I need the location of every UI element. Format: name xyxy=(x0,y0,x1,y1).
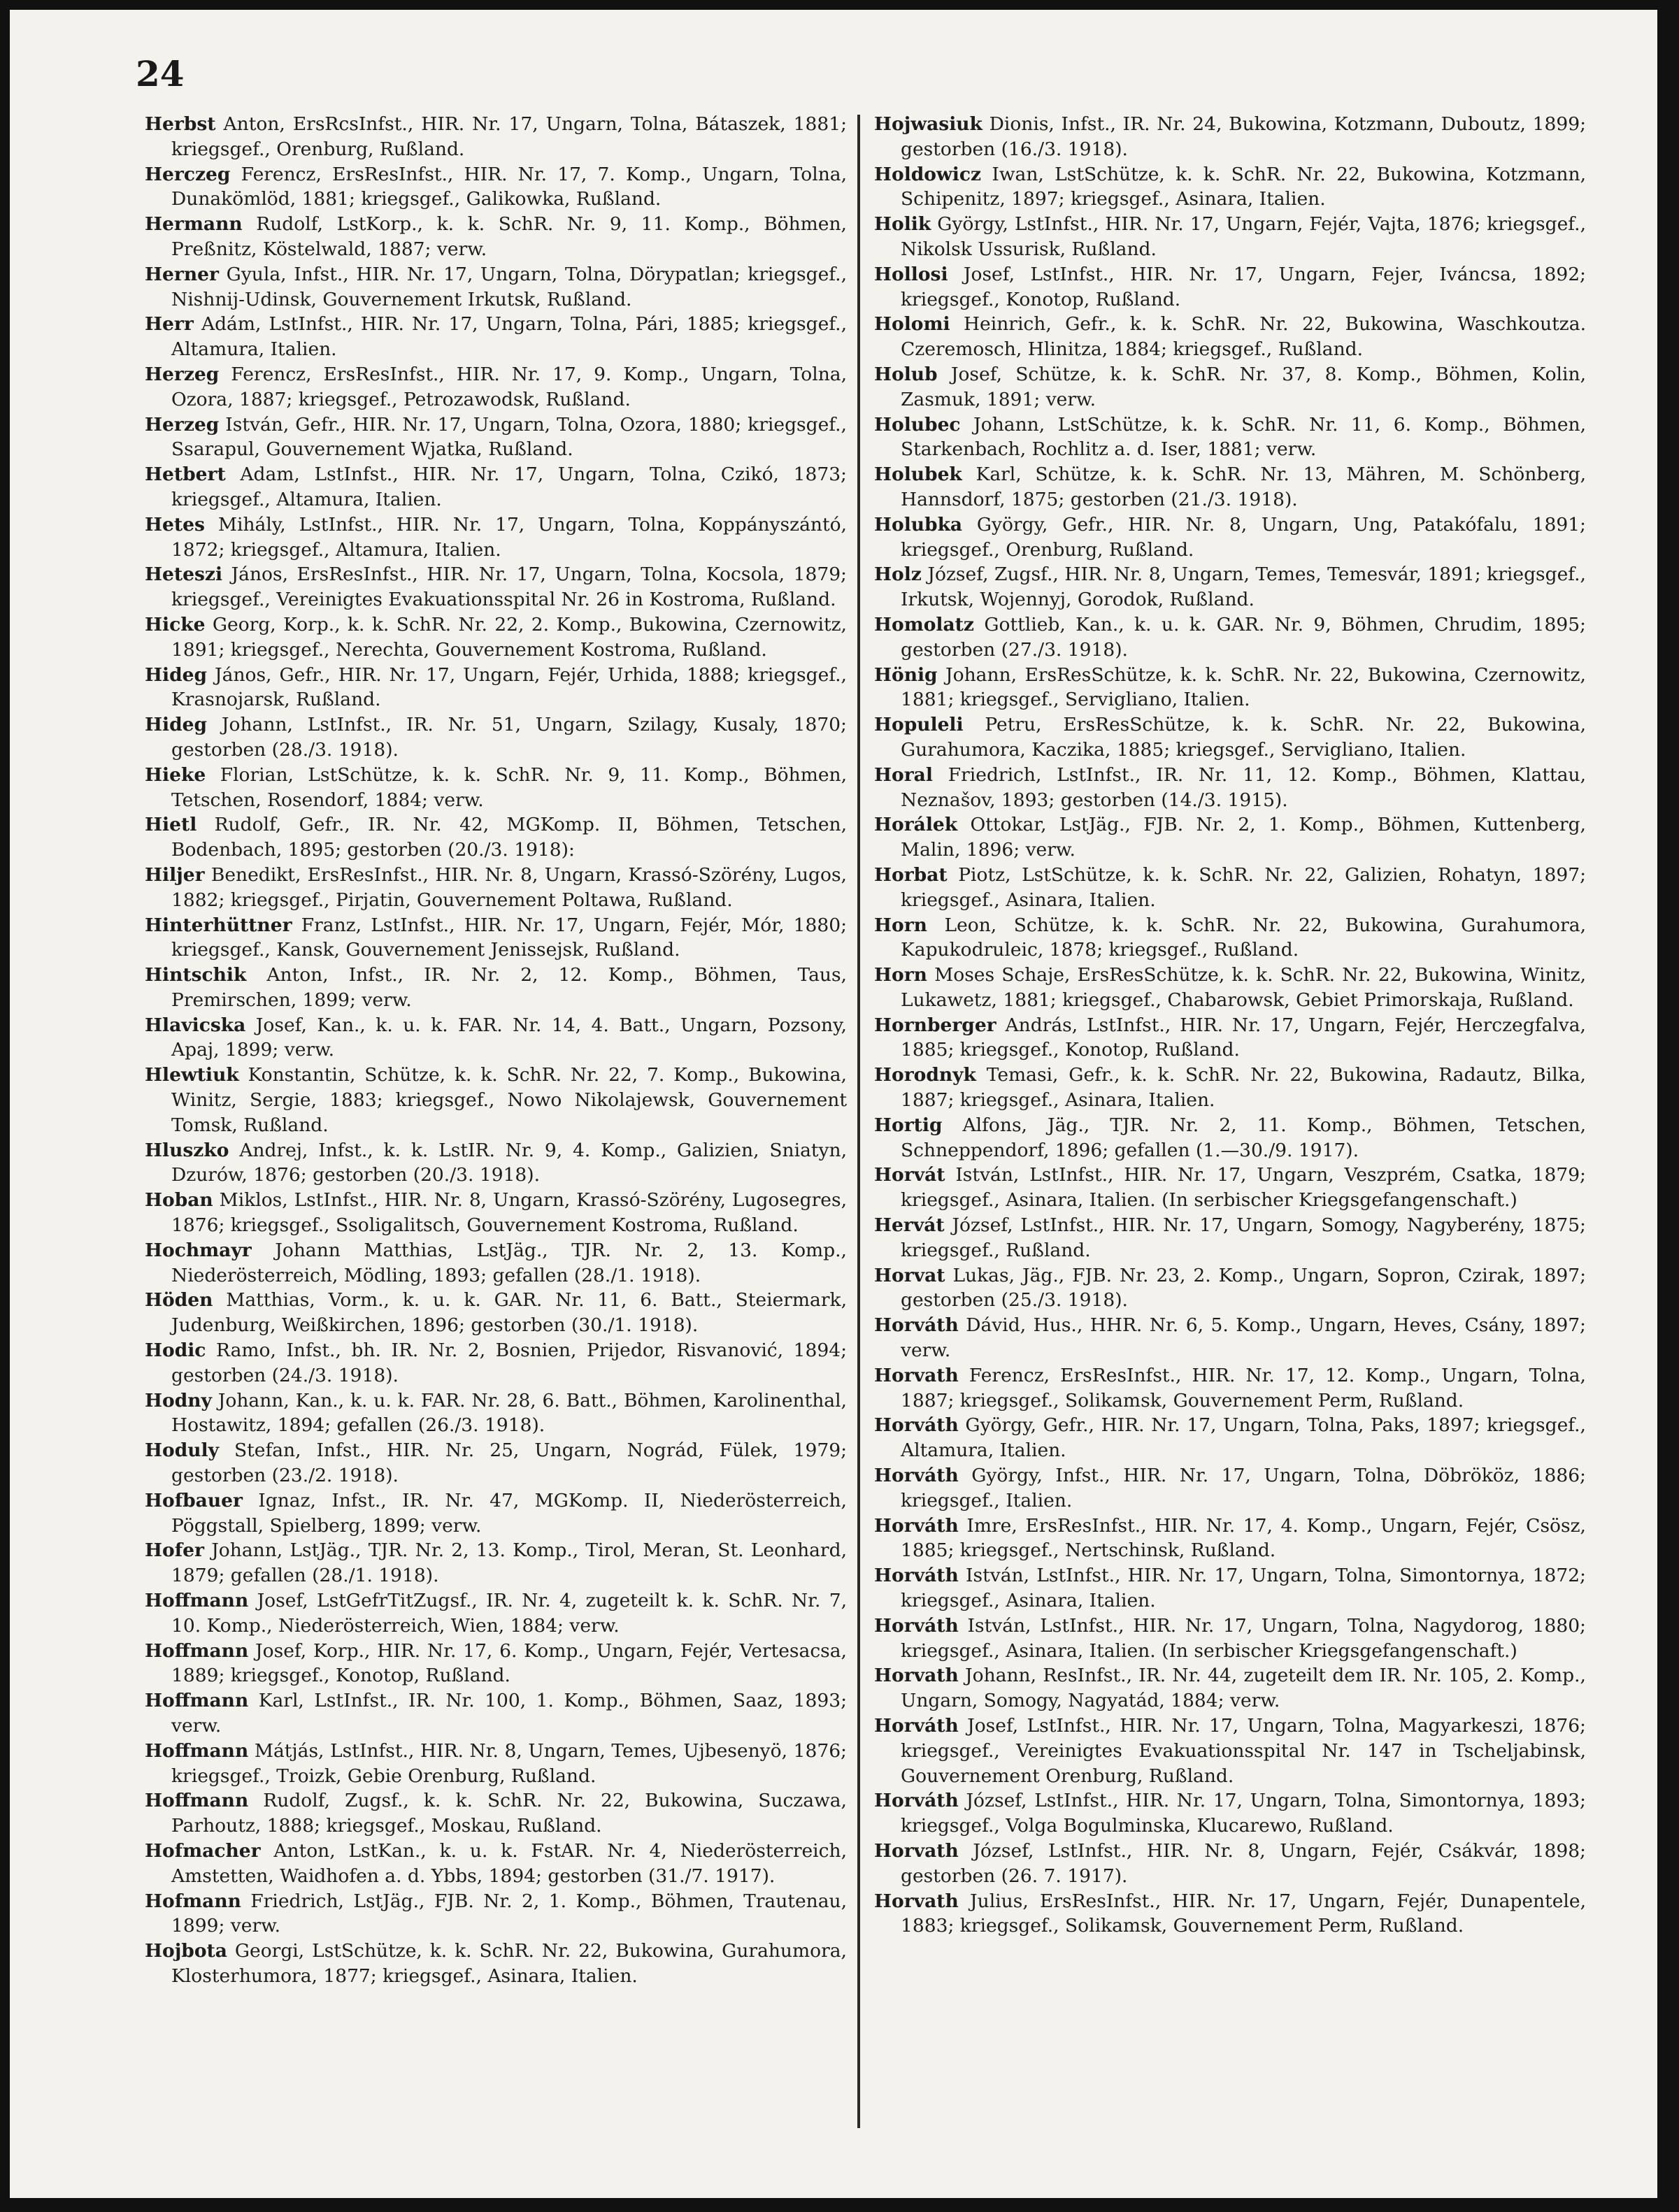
entry-surname: Herzeg xyxy=(145,363,220,385)
list-item xyxy=(145,1338,847,1388)
entry-details: Anton, LstKan., k. u. k. FstAR. Nr. 4, Niederösterreich, Amstetten, Waidhofen a. d. Ybbs, 1894; gestorben (31./7. 1917). xyxy=(171,1839,847,1887)
entry-details: Julius, ErsResInfst., HIR. Nr. 17, Ungarn, Fejér, Dunapentele, 1883; kriegsgef., Solikamsk, Gouvernement Perm, Rußland. xyxy=(901,1890,1586,1937)
entry-details: Petru, ErsResSchütze, k. k. SchR. Nr. 22, Bukowina, Gurahumora, Kaczika, 1885; kriegsgef., Servigliano, Italien. xyxy=(901,714,1586,761)
list-item xyxy=(145,1063,847,1137)
entry-details: Anton, ErsRcsInfst., HIR. Nr. 17, Ungarn, Tolna, Bátaszek, 1881; kriegsgef., Orenburg, Rußland. xyxy=(171,113,847,160)
entry-details: Georgi, LstSchütze, k. k. SchR. Nr. 22, Bukowina, Gurahumora, Klosterhumora, 1877; kriegsgef., Asinara, Italien. xyxy=(171,1940,847,1987)
list-item xyxy=(145,913,847,963)
entry-details: Friedrich, LstJäg., FJB. Nr. 2, 1. Komp., Böhmen, Trautenau, 1899; verw. xyxy=(171,1890,847,1937)
entry-surname: Hoffmann xyxy=(145,1590,249,1612)
entry-details: Imre, ErsResInfst., HIR. Nr. 17, 4. Komp., Ungarn, Fejér, Csösz, 1885; kriegsgef., Nertschinsk, Rußland. xyxy=(901,1514,1586,1562)
list-item xyxy=(145,262,847,313)
entry-surname: Holik xyxy=(874,213,931,236)
entry-surname: Hoffmann xyxy=(145,1639,249,1662)
entry-details: Dávid, Hus., HHR. Nr. 6, 5. Komp., Ungarn, Heves, Csány, 1897; verw. xyxy=(901,1314,1586,1362)
entry-surname: Hideg xyxy=(145,714,208,736)
list-item xyxy=(145,663,847,713)
entry-surname: Horal xyxy=(874,763,933,786)
list-item xyxy=(145,1388,847,1439)
entry-surname: Holubek xyxy=(874,464,962,486)
list-item xyxy=(145,1538,847,1588)
list-item xyxy=(874,1839,1586,1889)
list-item xyxy=(874,1113,1586,1163)
entry-surname: Holdowicz xyxy=(874,163,982,185)
entry-details: János, Gefr., HIR. Nr. 17, Ungarn, Fejér, Urhida, 1888; kriegsgef., Krasnojarsk, Rußland. xyxy=(171,663,847,711)
list-item xyxy=(145,712,847,763)
entry-details: István, LstInfst., HIR. Nr. 17, Ungarn, Tolna, Simontornya, 1872; kriegsgef., Asinara, Italien. xyxy=(901,1565,1586,1612)
entry-surname: Herzeg xyxy=(145,413,220,436)
list-item xyxy=(874,1013,1586,1063)
entry-details: Gottlieb, Kan., k. u. k. GAR. Nr. 9, Böhmen, Chrudim, 1895; gestorben (27./3. 1918). xyxy=(901,613,1586,661)
entry-surname: Horváth xyxy=(874,1790,959,1812)
entry-surname: Hopuleli xyxy=(874,714,964,736)
entry-details: Rudolf, Gefr., IR. Nr. 42, MGKomp. II, Böhmen, Tetschen, Bodenbach, 1895; gestorben (20./3. 1918): xyxy=(171,814,847,861)
list-item xyxy=(145,1588,847,1639)
entry-surname: Holubka xyxy=(874,513,963,536)
list-item xyxy=(874,1363,1586,1414)
entry-surname: Hideg xyxy=(145,663,208,686)
entry-surname: Hlavicska xyxy=(145,1014,246,1036)
entry-details: Johann, ErsResSchütze, k. k. SchR. Nr. 22, Bukowina, Czernowitz, 1881; kriegsgef., Servigliano, Italien. xyxy=(901,663,1586,711)
list-item xyxy=(874,312,1586,362)
list-item xyxy=(874,712,1586,763)
entry-details: Ferencz, ErsResInfst., HIR. Nr. 17, 12. Komp., Ungarn, Tolna, 1887; kriegsgef., Solikamsk, Gouvernement Perm, Rußland. xyxy=(901,1364,1586,1412)
entry-surname: Hoffmann xyxy=(145,1739,249,1762)
list-item xyxy=(874,1614,1586,1664)
entry-surname: Hortig xyxy=(874,1114,943,1136)
document-page xyxy=(10,10,1657,2198)
list-item xyxy=(145,1788,847,1839)
entry-details: Anton, Infst., IR. Nr. 2, 12. Komp., Böhmen, Taus, Premirschen, 1899; verw. xyxy=(171,964,847,1011)
entry-details: Konstantin, Schütze, k. k. SchR. Nr. 22, 7. Komp., Bukowina, Winitz, Sergie, 1883; kriegsgef., Nowo Nikolajewsk, Gouvernement Tomsk, Rußland. xyxy=(171,1064,847,1136)
list-item xyxy=(145,1013,847,1063)
entry-details: Iwan, LstSchütze, k. k. SchR. Nr. 22, Bukowina, Kotzmann, Schipenitz, 1897; kriegsgef., Asinara, Italien. xyxy=(901,163,1586,210)
entry-surname: Hervát xyxy=(874,1214,945,1237)
list-item xyxy=(874,162,1586,213)
list-item xyxy=(145,863,847,913)
list-item xyxy=(874,1213,1586,1263)
entry-surname: Herner xyxy=(145,263,219,285)
list-item xyxy=(874,863,1586,913)
entry-details: Johann, LstJäg., TJR. Nr. 2, 13. Komp., Tirol, Meran, St. Leonhard, 1879; gefallen (28./1. 1918). xyxy=(171,1539,847,1587)
entry-details: Florian, LstSchütze, k. k. SchR. Nr. 9, 11. Komp., Böhmen, Tetschen, Rosendorf, 1884; verw. xyxy=(171,763,847,811)
entry-details: Rudolf, LstKorp., k. k. SchR. Nr. 9, 11. Komp., Böhmen, Preßnitz, Köstelwald, 1887; verw. xyxy=(171,213,847,260)
list-item xyxy=(145,1138,847,1188)
entry-surname: Herczeg xyxy=(145,163,231,185)
entry-surname: Hönig xyxy=(874,663,938,686)
entry-surname: Hetes xyxy=(145,513,205,536)
entry-surname: Hiljer xyxy=(145,863,205,886)
list-item xyxy=(874,1313,1586,1363)
entry-details: György, Gefr., HIR. Nr. 8, Ungarn, Ung, Patakófalu, 1891; kriegsgef., Orenburg, Rußland. xyxy=(901,513,1586,561)
entry-surname: Hofer xyxy=(145,1539,204,1562)
list-item xyxy=(145,1839,847,1889)
entry-details: Benedikt, ErsResInfst., HIR. Nr. 8, Ungarn, Krassó-Szörény, Lugos, 1882; kriegsgef., Pirjatin, Gouvernement Poltawa, Rußland. xyxy=(171,863,847,911)
entry-surname: Hinterhüttner xyxy=(145,914,292,936)
list-item xyxy=(145,1639,847,1689)
entry-details: Temasi, Gefr., k. k. SchR. Nr. 22, Bukowina, Radautz, Bilka, 1887; kriegsgef., Asinara, Italien. xyxy=(901,1064,1586,1112)
entry-details: Ramo, Infst., bh. IR. Nr. 2, Bosnien, Prijedor, Risvanović, 1894; gestorben (24./3. 1918). xyxy=(171,1340,847,1386)
entry-details: Josef, Schütze, k. k. SchR. Nr. 37, 8. Komp., Böhmen, Kolin, Zasmuk, 1891; verw. xyxy=(901,363,1586,410)
entry-details: Georg, Korp., k. k. SchR. Nr. 22, 2. Komp., Bukowina, Czernowitz, 1891; kriegsgef., Nerechta, Gouvernement Kostroma, Rußland. xyxy=(171,613,847,661)
list-item xyxy=(874,1663,1586,1714)
entry-details: József, LstInfst., HIR. Nr. 17, Ungarn, Somogy, Nagyberény, 1875; kriegsgef., Rußland. xyxy=(901,1214,1586,1261)
entry-details: György, Infst., HIR. Nr. 17, Ungarn, Tolna, Döbrököz, 1886; kriegsgef., Italien. xyxy=(901,1465,1586,1511)
entry-surname: Holubec xyxy=(874,413,961,436)
entry-surname: Hetbert xyxy=(145,464,226,486)
list-item xyxy=(145,1889,847,1939)
list-item xyxy=(874,963,1586,1013)
entry-surname: Hofbauer xyxy=(145,1489,243,1511)
entry-details: Andrej, Infst., k. k. LstIR. Nr. 9, 4. Komp., Galizien, Sniatyn, Dzurów, 1876; gestorben (20./3. 1918). xyxy=(171,1139,847,1186)
entry-details: Josef, LstInfst., HIR. Nr. 17, Ungarn, Tolna, Magyarkeszi, 1876; kriegsgef., Vereinigtes Evakuationsspital Nr. 147 in Tscheljabinsk, Gouvernement Orenburg, Rußland. xyxy=(901,1715,1586,1787)
list-item xyxy=(874,412,1586,463)
list-item xyxy=(145,1438,847,1488)
entry-details: Adam, LstInfst., HIR. Nr. 17, Ungarn, Tolna, Czikó, 1873; kriegsgef., Altamura, Italien. xyxy=(171,464,847,510)
entry-surname: Horváth xyxy=(874,1715,959,1737)
entry-surname: Heteszi xyxy=(145,563,223,586)
entry-surname: Horálek xyxy=(874,814,958,836)
entry-surname: Horvath xyxy=(874,1665,959,1687)
entry-details: József, LstInfst., HIR. Nr. 8, Ungarn, Fejér, Csákvár, 1898; gestorben (26. 7. 1917). xyxy=(901,1839,1586,1887)
entry-details: Karl, Schütze, k. k. SchR. Nr. 13, Mähren, M. Schönberg, Hannsdorf, 1875; gestorben (21./3. 1918). xyxy=(901,464,1586,510)
list-item xyxy=(145,162,847,213)
entry-surname: Horodnyk xyxy=(874,1064,976,1086)
entry-details: György, LstInfst., HIR. Nr. 17, Ungarn, Fejér, Vajta, 1876; kriegsgef., Nikolsk Ussurisk, Rußland. xyxy=(901,213,1586,260)
list-item xyxy=(145,112,847,162)
entry-surname: Hodny xyxy=(145,1389,212,1412)
list-item xyxy=(145,612,847,663)
entry-surname: Hojbota xyxy=(145,1940,227,1962)
entry-details: Josef, Kan., k. u. k. FAR. Nr. 14, 4. Batt., Ungarn, Pozsony, Apaj, 1899; verw. xyxy=(171,1014,847,1061)
entry-surname: Hicke xyxy=(145,613,206,635)
entry-details: István, LstInfst., HIR. Nr. 17, Ungarn, Veszprém, Csatka, 1879; kriegsgef., Asinara, Italien. (In serbischer Kriegsgefangenschaft.) xyxy=(901,1164,1586,1212)
entry-surname: Hollosi xyxy=(874,263,948,285)
entry-surname: Hornberger xyxy=(874,1014,996,1036)
entry-surname: Horvát xyxy=(874,1164,945,1186)
right-column xyxy=(874,112,1586,1939)
entry-details: Alfons, Jäg., TJR. Nr. 2, 11. Komp., Böhmen, Tetschen, Schneppendorf, 1896; gefallen (1.—30./9. 1917). xyxy=(901,1114,1586,1161)
entry-details: Johann, LstSchütze, k. k. SchR. Nr. 11, 6. Komp., Böhmen, Starkenbach, Rochlitz a. d. Iser, 1881; verw. xyxy=(901,413,1586,461)
entry-surname: Horvath xyxy=(874,1890,959,1912)
list-item xyxy=(874,1889,1586,1939)
entry-surname: Hoffmann xyxy=(145,1690,249,1712)
entry-details: Friedrich, LstInfst., IR. Nr. 11, 12. Komp., Böhmen, Klattau, Neznašov, 1893; gestorben (14./3. 1915). xyxy=(901,763,1586,811)
list-item xyxy=(145,212,847,262)
entry-details: Stefan, Infst., HIR. Nr. 25, Ungarn, Nográd, Fülek, 1979; gestorben (23./2. 1918). xyxy=(171,1439,847,1487)
entry-surname: Hofmann xyxy=(145,1890,241,1912)
entry-surname: Horváth xyxy=(874,1465,959,1487)
list-item xyxy=(145,462,847,512)
entry-surname: Herr xyxy=(145,313,194,336)
entry-details: Ignaz, Infst., IR. Nr. 47, MGKomp. II, Niederösterreich, Pöggstall, Spielberg, 1899; verw. xyxy=(171,1489,847,1537)
entry-surname: Horváth xyxy=(874,1314,959,1337)
entry-details: Johann, ResInfst., IR. Nr. 44, zugeteilt dem IR. Nr. 105, 2. Komp., Ungarn, Somogy, Nagyatád, 1884; verw. xyxy=(901,1665,1586,1712)
entry-details: Johann Matthias, LstJäg., TJR. Nr. 2, 13. Komp., Niederösterreich, Mödling, 1893; gefallen (28./1. 1918). xyxy=(171,1239,847,1286)
list-item xyxy=(874,913,1586,963)
entry-details: Lukas, Jäg., FJB. Nr. 23, 2. Komp., Ungarn, Sopron, Czirak, 1897; gestorben (25./3. 1918). xyxy=(901,1264,1586,1312)
list-item xyxy=(874,1163,1586,1213)
entry-surname: Hermann xyxy=(145,213,243,236)
entry-details: Josef, Korp., HIR. Nr. 17, 6. Komp., Ungarn, Fejér, Vertesacsa, 1889; kriegsgef., Konotop, Rußland. xyxy=(171,1639,847,1687)
entry-details: István, Gefr., HIR. Nr. 17, Ungarn, Tolna, Ozora, 1880; kriegsgef., Ssarapul, Gouvernement Wjatka, Rußland. xyxy=(171,413,847,461)
entry-surname: Hofmacher xyxy=(145,1839,261,1862)
list-item xyxy=(145,1488,847,1539)
entry-details: Moses Schaje, ErsResSchütze, k. k. SchR. Nr. 22, Bukowina, Winitz, Lukawetz, 1881; kriegsgef., Chabarowsk, Gebiet Primorskaja, Rußland. xyxy=(901,964,1586,1011)
list-item xyxy=(874,612,1586,663)
entry-surname: Hoban xyxy=(145,1189,213,1212)
entry-surname: Horvath xyxy=(874,1839,959,1862)
entry-details: Karl, LstInfst., IR. Nr. 100, 1. Komp., Böhmen, Saaz, 1893; verw. xyxy=(171,1690,847,1737)
list-item xyxy=(145,362,847,412)
entry-surname: Hodic xyxy=(145,1340,206,1362)
list-item xyxy=(874,812,1586,863)
entry-surname: Hlewtiuk xyxy=(145,1064,239,1086)
entry-surname: Holub xyxy=(874,363,938,385)
entry-details: Ottokar, LstJäg., FJB. Nr. 2, 1. Komp., Böhmen, Kuttenberg, Malin, 1896; verw. xyxy=(901,814,1586,861)
entry-details: Leon, Schütze, k. k. SchR. Nr. 22, Bukowina, Gurahumora, Kapukodruleic, 1878; kriegsgef., Rußland. xyxy=(901,914,1586,961)
list-item xyxy=(874,512,1586,563)
entry-details: Mátjás, LstInfst., HIR. Nr. 8, Ungarn, Temes, Ujbesenyö, 1876; kriegsgef., Troizk, Gebie Orenburg, Rußland. xyxy=(171,1739,847,1787)
entry-details: Mihály, LstInfst., HIR. Nr. 17, Ungarn, Tolna, Koppányszántó, 1872; kriegsgef., Altamura, Italien. xyxy=(171,513,847,561)
entry-details: György, Gefr., HIR. Nr. 17, Ungarn, Tolna, Paks, 1897; kriegsgef., Altamura, Italien. xyxy=(901,1414,1586,1462)
entry-surname: Hoduly xyxy=(145,1439,219,1462)
entry-details: Matthias, Vorm., k. u. k. GAR. Nr. 11, 6. Batt., Steiermark, Judenburg, Weißkirchen, 1896; gestorben (30./1. 1918). xyxy=(171,1289,847,1337)
entry-details: Ferencz, ErsResInfst., HIR. Nr. 17, 9. Komp., Ungarn, Tolna, Ozora, 1887; kriegsgef., Petrozawodsk, Rußland. xyxy=(171,363,847,410)
list-item xyxy=(145,1238,847,1288)
list-item xyxy=(874,1714,1586,1788)
entry-details: Adám, LstInfst., HIR. Nr. 17, Ungarn, Tolna, Pári, 1885; kriegsgef., Altamura, Italien. xyxy=(171,313,847,361)
entry-surname: Hluszko xyxy=(145,1139,229,1161)
list-item xyxy=(874,1063,1586,1113)
entry-surname: Hieke xyxy=(145,763,206,786)
entry-details: Franz, LstInfst., HIR. Nr. 17, Ungarn, Fejér, Mór, 1880; kriegsgef., Kansk, Gouvernement Jenissejsk, Rußland. xyxy=(171,914,847,961)
list-item xyxy=(874,663,1586,713)
entry-details: Josef, LstInfst., HIR. Nr. 17, Ungarn, Fejer, Iváncsa, 1892; kriegsgef., Konotop, Rußland. xyxy=(901,263,1586,310)
entry-details: Rudolf, Zugsf., k. k. SchR. Nr. 22, Bukowina, Suczawa, Parhoutz, 1888; kriegsgef., Moskau, Rußland. xyxy=(171,1790,847,1837)
list-item xyxy=(145,1188,847,1238)
entry-details: Dionis, Infst., IR. Nr. 24, Bukowina, Kotzmann, Duboutz, 1899; gestorben (16./3. 1918). xyxy=(901,113,1586,160)
entry-surname: Homolatz xyxy=(874,613,974,635)
list-item xyxy=(874,362,1586,412)
list-item xyxy=(145,1739,847,1789)
list-item xyxy=(145,562,847,612)
entry-surname: Hietl xyxy=(145,814,197,836)
list-item xyxy=(874,462,1586,512)
entry-details: Heinrich, Gefr., k. k. SchR. Nr. 22, Bukowina, Waschkoutza. Czeremosch, Hlinitza, 1884; kriegsgef., Rußland. xyxy=(901,313,1586,361)
entry-surname: Horn xyxy=(874,964,927,986)
entry-details: Josef, LstGefrTitZugsf., IR. Nr. 4, zugeteilt k. k. SchR. Nr. 7, 10. Komp., Niederösterreich, Wien, 1884; verw. xyxy=(171,1590,847,1637)
entry-surname: Holz xyxy=(874,563,922,586)
entry-surname: Horváth xyxy=(874,1565,959,1587)
list-item xyxy=(145,1688,847,1739)
column-divider xyxy=(857,115,860,2128)
entry-surname: Horbat xyxy=(874,863,948,886)
list-item xyxy=(145,763,847,813)
list-item xyxy=(145,1939,847,1989)
entry-surname: Horváth xyxy=(874,1414,959,1437)
entry-surname: Horvat xyxy=(874,1264,945,1286)
entry-surname: Höden xyxy=(145,1289,213,1312)
entry-surname: Horn xyxy=(874,914,927,936)
list-item xyxy=(874,212,1586,262)
list-item xyxy=(874,112,1586,162)
entry-surname: Horvath xyxy=(874,1364,959,1386)
entry-details: András, LstInfst., HIR. Nr. 17, Ungarn, Fejér, Herczegfalva, 1885; kriegsgef., Konotop, Rußland. xyxy=(901,1014,1586,1061)
entry-surname: Holomi xyxy=(874,313,950,336)
list-item xyxy=(874,1788,1586,1839)
entry-details: Johann, LstInfst., IR. Nr. 51, Ungarn, Szilagy, Kusaly, 1870; gestorben (28./3. 1918). xyxy=(171,714,847,761)
list-item xyxy=(145,312,847,362)
entry-details: János, ErsResInfst., HIR. Nr. 17, Ungarn, Tolna, Kocsola, 1879; kriegsgef., Vereinigtes Evakuationsspital Nr. 26 in Kostroma, Rußland. xyxy=(171,563,847,611)
entry-surname: Horváth xyxy=(874,1514,959,1537)
entry-surname: Herbst xyxy=(145,113,216,135)
entry-details: István, LstInfst., HIR. Nr. 17, Ungarn, Tolna, Nagydorog, 1880; kriegsgef., Asinara, Italien. (In serbischer Kriegsgefangenschaft.) xyxy=(901,1614,1586,1662)
list-item xyxy=(145,512,847,563)
list-item xyxy=(874,1413,1586,1463)
list-item xyxy=(874,1263,1586,1314)
entry-surname: Horváth xyxy=(874,1614,959,1637)
list-item xyxy=(145,963,847,1013)
entry-details: Johann, Kan., k. u. k. FAR. Nr. 28, 6. Batt., Böhmen, Karolinenthal, Hostawitz, 1894; gefallen (26./3. 1918). xyxy=(171,1389,847,1437)
entry-surname: Hojwasiuk xyxy=(874,113,983,135)
list-item xyxy=(145,812,847,863)
entry-surname: Hintschik xyxy=(145,964,247,986)
entry-details: Gyula, Infst., HIR. Nr. 17, Ungarn, Tolna, Dörypatlan; kriegsgef., Nishnij-Udinsk, Gouvernement Irkutsk, Rußland. xyxy=(171,263,847,310)
list-item xyxy=(874,763,1586,813)
left-column xyxy=(145,112,847,1989)
entry-details: József, Zugsf., HIR. Nr. 8, Ungarn, Temes, Temesvár, 1891; kriegsgef., Irkutsk, Wojennyj, Gorodok, Rußland. xyxy=(901,563,1586,611)
entry-details: Ferencz, ErsResInfst., HIR. Nr. 17, 7. Komp., Ungarn, Tolna, Dunakömlöd, 1881; kriegsgef., Galikowka, Rußland. xyxy=(171,163,847,210)
entry-surname: Hoffmann xyxy=(145,1790,249,1812)
list-item xyxy=(145,412,847,463)
page-number: 24 xyxy=(136,53,185,94)
list-item xyxy=(874,1563,1586,1614)
list-item xyxy=(874,262,1586,313)
list-item xyxy=(874,1514,1586,1564)
list-item xyxy=(874,1463,1586,1514)
list-item xyxy=(145,1288,847,1338)
list-item xyxy=(874,562,1586,612)
entry-surname: Hochmayr xyxy=(145,1239,252,1261)
entry-details: Miklos, LstInfst., HIR. Nr. 8, Ungarn, Krassó-Szörény, Lugosegres, 1876; kriegsgef., Ssoligalitsch, Gouvernement Kostroma, Rußland. xyxy=(171,1189,847,1237)
entry-details: József, LstInfst., HIR. Nr. 17, Ungarn, Tolna, Simontornya, 1893; kriegsgef., Volga Bogulminska, Klucarewo, Rußland. xyxy=(901,1790,1586,1837)
entry-details: Piotz, LstSchütze, k. k. SchR. Nr. 22, Galizien, Rohatyn, 1897; kriegsgef., Asinara, Italien. xyxy=(901,863,1586,911)
